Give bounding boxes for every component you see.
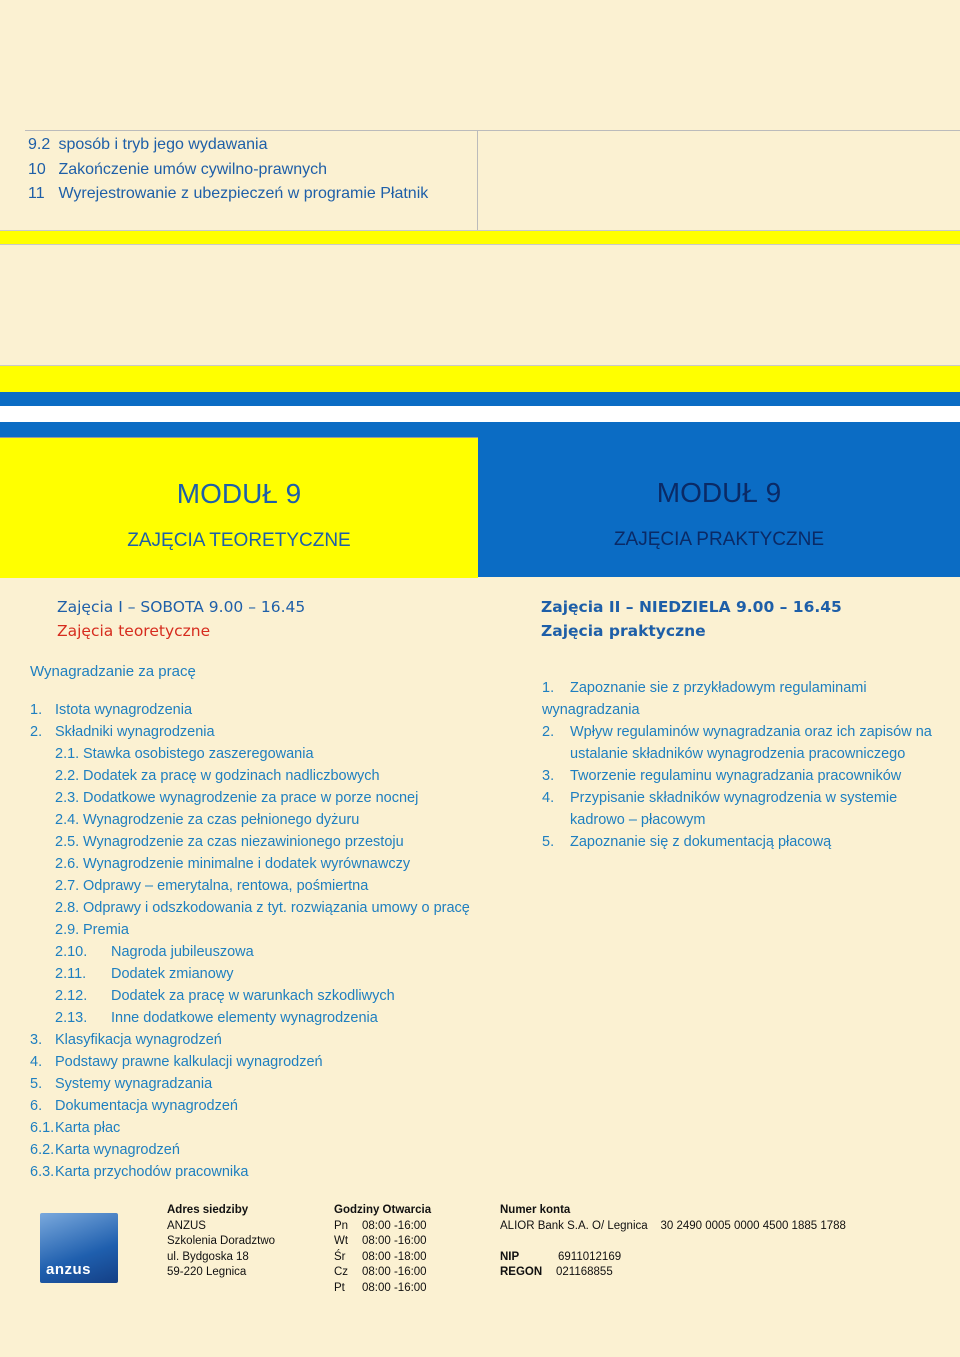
list-item: 2.13. Inne dodatkowe elementy wynagrodzenia [55, 1010, 378, 1026]
stripe-blue-2 [0, 422, 960, 437]
module-header-theory [0, 437, 478, 578]
list-item: 6.3.Karta przychodów pracownika [30, 1164, 249, 1180]
list-item: 2.2. Dodatek za pracę w godzinach nadliczbowych [55, 768, 380, 784]
stripe-blue [0, 392, 960, 406]
top-table-divider [477, 130, 478, 230]
list-item: 6.1.Karta płac [30, 1120, 121, 1136]
list-item: 2.9. Premia [55, 922, 129, 938]
module-subtitle: ZAJĘCIA PRAKTYCZNE [613, 529, 825, 550]
module-title: MODUŁ 9 [176, 478, 302, 509]
module-header-practice [478, 437, 960, 577]
list-item: 2. Składniki wynagrodzenia [30, 724, 215, 740]
list-item: 2.1. Stawka osobistego zaszeregowania [55, 746, 314, 762]
list-item: 4. Podstawy prawne kalkulacji wynagrodzeń [30, 1054, 323, 1070]
list-item: 2.5. Wynagrodzenie za czas niezawinionego przestoju [55, 834, 404, 850]
anzus-logo: anzus [40, 1213, 118, 1283]
list-item: 6.2.Karta wynagrodzeń [30, 1142, 180, 1158]
list-item: 3. Tworzenie regulaminu wynagradzania pracowników [542, 768, 902, 784]
session-theory: Zajęcia I – SOBOTA 9.00 – 16.45 Zajęcia teoretyczne [57, 598, 306, 640]
practice-list: 1. Zapoznanie sie z przykładowym regulaminami wynagradzania 2. Wpływ regulaminów wynagradzania oraz ich zapisów na ustalanie składników wynagrodzenia pracowniczego 3. Tworzenie regulaminu wynagradzania pracowników 4. Przypisanie składników wynagrodzenia w systemie kadrowo – płacowym 5. Zapoznanie się z dokumentacją płacową [542, 677, 932, 853]
list-item: 2.10. Nagroda jubileuszowa [55, 944, 254, 960]
footer-account: Numer konta ALIOR Bank S.A. O/ Legnica 30 2490 0005 0000 4500 1885 1788 NIP 6911012169 REGON 021168855 [500, 1204, 846, 1278]
list-item: 2.8. Odprawy i odszkodowania z tyt. rozwiązania umowy o pracę [55, 900, 470, 916]
list-item: 3. Klasyfikacja wynagrodzeń [30, 1032, 222, 1048]
theory-list [30, 699, 470, 1183]
footer-address: Adres siedziby ANZUS Szkolenia Doradztwo ul. Bydgoska 18 59-220 Legnica [167, 1204, 276, 1278]
stripe-white [0, 406, 960, 422]
stripe-yellow-top [0, 230, 960, 245]
list-item: 2.3. Dodatkowe wynagrodzenie za prace w porze nocnej [55, 790, 419, 806]
hours-row: Śr 08:00 -18:00 [334, 1250, 427, 1263]
list-item: 6. Dokumentacja wynagrodzeń [30, 1098, 238, 1114]
module-subtitle: ZAJĘCIA TEORETYCZNE [127, 530, 351, 551]
footer-hours: Godziny Otwarcia Pn 08:00 -16:00 Wt 08:00 -16:00 Śr 08:00 -18:00 Cz 08:00 -16:00 Pt 08:00 -16:00 [334, 1203, 431, 1296]
module-title: MODUŁ 9 [656, 477, 782, 508]
list-item: 2.4. Wynagrodzenie za czas pełnionego dyżuru [55, 812, 360, 828]
list-item: 2.12. Dodatek za pracę w warunkach szkodliwych [55, 988, 395, 1004]
session-practice: Zajęcia II – NIEDZIELA 9.00 – 16.45 Zajęcia praktyczne [541, 598, 842, 640]
list-item: 2. Wpływ regulaminów wynagradzania oraz ich zapisów na [542, 724, 932, 740]
list-item: 11 Wyrejestrowanie z ubezpieczeń w programie Płatnik [28, 185, 429, 202]
list-item: 10 Zakończenie umów cywilno-prawnych [28, 160, 328, 178]
list-item: 5. Zapoznanie się z dokumentacją płacową [542, 834, 832, 850]
list-item: 5. Systemy wynagradzania [30, 1076, 213, 1092]
list-item: 1. Zapoznanie sie z przykładowym regulaminami [542, 680, 867, 696]
list-item: 2.7. Odprawy – emerytalna, rentowa, pośmiertna [55, 878, 369, 894]
list-item: 2.6. Wynagrodzenie minimalne i dodatek wyrównawczy [55, 856, 411, 872]
stripe-yellow-mid [0, 365, 960, 393]
hours-row: Pn 08:00 -16:00 [334, 1219, 427, 1232]
theory-heading: Wynagradzanie za pracę [30, 663, 196, 680]
top-list [28, 133, 428, 207]
list-item: 9.2 sposób i tryb jego wydawania [28, 136, 268, 153]
hours-row: Wt 08:00 -16:00 [334, 1235, 427, 1247]
hours-row: Cz 08:00 -16:00 [334, 1266, 427, 1278]
list-item: 4. Przypisanie składników wynagrodzenia w systemie [542, 790, 898, 806]
hours-row: Pt 08:00 -16:00 [334, 1281, 427, 1294]
list-item: 1. Istota wynagrodzenia [30, 702, 193, 718]
list-item: 2.11. Dodatek zmianowy [55, 966, 234, 982]
